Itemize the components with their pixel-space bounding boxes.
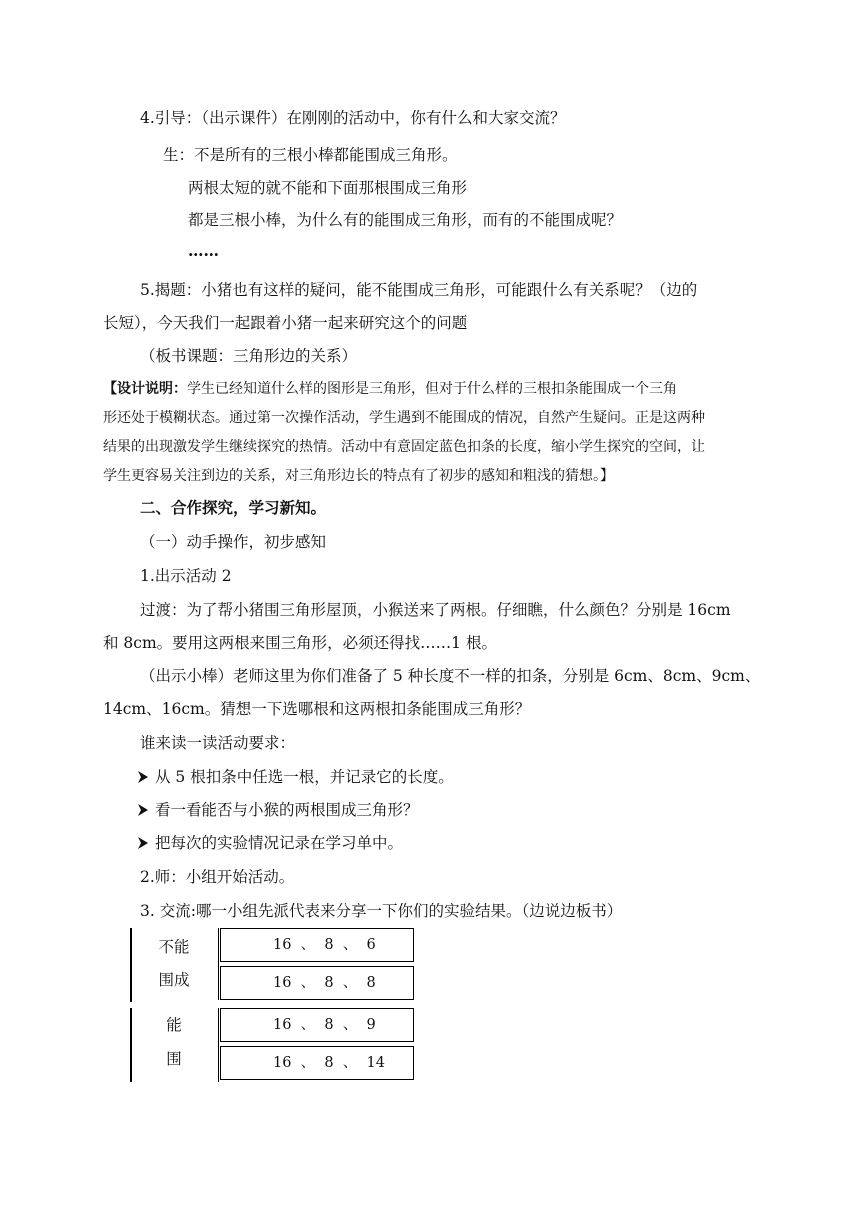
group-label-can: 围 (166, 1050, 182, 1068)
table-row: 16 、 8 、 9 (220, 1008, 414, 1042)
paragraph-guide: 4.引导：（出示课件）在刚刚的活动中，你有什么和大家交流？ (140, 109, 566, 127)
table-divider (218, 928, 219, 1000)
transition-line-1: 过渡：为了帮小猪围三角形屋顶，小猴送来了两根。仔细瞧，什么颜色？分别是 16cm (140, 601, 731, 619)
paragraph-topic-2: 长短），今天我们一起跟着小猪一起来研究这个的问题 (103, 314, 468, 332)
table-divider (218, 1008, 219, 1082)
arrow-bullet-icon (137, 766, 151, 788)
design-note-line-2: 形还处于模糊状态。通过第一次操作活动，学生遇到不能围成的情况，自然产生疑问。正是这两种 (103, 410, 705, 426)
paragraph-board-title: （板书课题：三角形边的关系） (140, 347, 358, 365)
paragraph-topic-1: 5.揭题：小猪也有这样的疑问，能不能围成三角形，可能跟什么有关系呢？（边的 (140, 281, 698, 299)
requirement-item: 看一看能否与小猴的两根围成三角形？ (137, 799, 419, 821)
paragraph-student-answer-2: 两根太短的就不能和下面那根围成三角形 (188, 179, 468, 197)
subsection-heading: （一）动手操作，初步感知 (140, 533, 327, 551)
paragraph-student-answer: 生：不是所有的三根小棒都能围成三角形。 (163, 146, 458, 164)
table-row: 16 、 8 、 8 (220, 966, 414, 1000)
design-note-line-1: 【设计说明：学生已经知道什么样的图形是三角形，但对于什么样的三根扣条能围成一个三角 (103, 381, 677, 397)
materials-line-1: （出示小棒）老师这里为你们准备了 5 种长度不一样的扣条，分别是 6cm、8cm、9cm、 (140, 667, 761, 685)
design-note-line-4: 学生更容易关注到边的关系，对三角形边长的特点有了初步的感知和粗浅的猜想。】 (103, 468, 614, 484)
group-label-can: 能 (166, 1016, 182, 1034)
ellipsis: …… (188, 241, 219, 260)
results-table (130, 928, 415, 1082)
group-label-cannot: 围成 (158, 971, 190, 989)
table-row: 16 、 8 、 6 (220, 928, 414, 962)
step-2: 2.师：小组开始活动。 (140, 868, 295, 886)
requirements-intro: 谁来读一读活动要求： (140, 734, 296, 752)
arrow-bullet-icon (137, 799, 151, 821)
paragraph-student-answer-3: 都是三根小棒，为什么有的能围成三角形，而有的不能围成呢？ (188, 211, 623, 229)
transition-line-2: 和 8cm。要用这两根来围三角形，必须还得找……1 根。 (103, 634, 497, 652)
arrow-bullet-icon (137, 832, 151, 854)
requirement-item: 从 5 根扣条中任选一根，并记录它的长度。 (137, 766, 454, 788)
design-note-line-3: 结果的出现激发学生继续探究的热情。活动中有意固定蓝色扣条的长度，缩小学生探究的空间，让 (103, 439, 705, 455)
requirement-item: 把每次的实验情况记录在学习单中。 (137, 832, 403, 854)
step-1: 1.出示活动 2 (140, 567, 232, 585)
section-heading: 二、合作探究，学习新知。 (140, 498, 327, 517)
step-3: 3. 交流:哪一小组先派代表来分享一下你们的实验结果。（边说边板书） (140, 902, 623, 920)
materials-line-2: 14cm、16cm。猜想一下选哪根和这两根扣条能围成三角形？ (103, 700, 531, 718)
group-label-cannot: 不能 (158, 938, 190, 956)
table-row: 16 、 8 、 14 (220, 1046, 414, 1080)
design-note-label: 【设计说明： (103, 381, 187, 397)
